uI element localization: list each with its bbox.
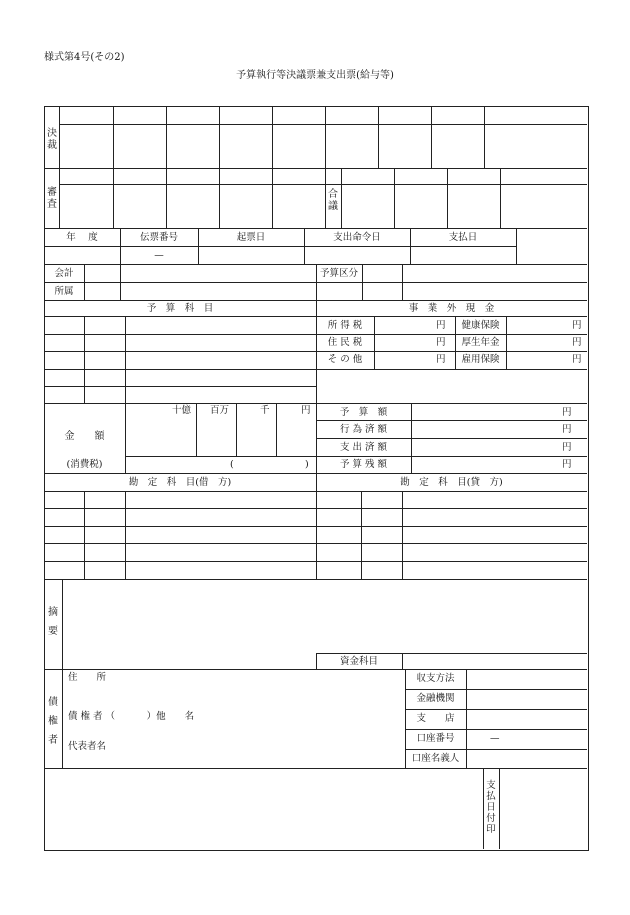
payment-order-date-label: 支出命令日 <box>333 232 381 243</box>
insurance-label: 厚生年金 <box>461 337 500 348</box>
budget-line-label: 行 為 済 額 <box>339 424 388 435</box>
form-title: 予算執行等決議票兼支出票(給与等) <box>236 70 394 81</box>
creditor-count-line: 債 権 者 （ ）他 名 <box>68 711 195 722</box>
payment-date-stamp-label: 支払日付印 <box>486 780 496 835</box>
issue-date-label: 起票日 <box>236 232 266 243</box>
amount-unit: 千 <box>260 405 270 416</box>
representative-label: 代表者名 <box>68 741 107 752</box>
budget-line-unit: 円 <box>562 459 572 470</box>
budget-line-unit: 円 <box>562 424 572 435</box>
account-holder-label: 口座名義人 <box>411 753 460 764</box>
deduction-label: 住 民 税 <box>327 337 363 348</box>
bank-label: 金融機関 <box>416 693 455 704</box>
budget-line-label: 予 算 残 額 <box>339 459 388 470</box>
account-no-value: — <box>490 733 500 744</box>
branch-label: 支 店 <box>416 713 455 724</box>
account-no-label: 口座番号 <box>416 733 455 744</box>
address-label: 住 所 <box>68 672 107 683</box>
creditor-label: 債 権 者 <box>48 697 68 746</box>
budget-line-unit: 円 <box>562 407 572 418</box>
debit-header: 勘 定 科 目(借 方) <box>128 477 232 488</box>
insurance-unit: 円 <box>572 320 582 331</box>
kaikei-label: 会計 <box>54 268 74 279</box>
shozoku-label: 所属 <box>54 286 74 297</box>
kessai-label: 決裁 <box>47 128 57 151</box>
payment-method-label: 収支方法 <box>416 673 455 684</box>
amount-unit: 百万 <box>210 405 230 416</box>
slip-no-value: — <box>154 250 164 261</box>
payment-date-label: 支払日 <box>448 232 478 243</box>
aigi-label: 合議 <box>328 189 338 212</box>
deduction-unit: 円 <box>436 320 446 331</box>
insurance-unit: 円 <box>572 354 582 365</box>
budget-category-label: 予算区分 <box>319 268 358 279</box>
outside-cash-header: 事 業 外 現 金 <box>408 303 495 314</box>
insurance-unit: 円 <box>572 337 582 348</box>
insurance-label: 健康保険 <box>461 320 500 331</box>
slip-no-label: 伝票番号 <box>139 232 178 243</box>
deduction-unit: 円 <box>436 354 446 365</box>
deduction-label: そ の 他 <box>327 354 363 365</box>
tax-paren-close: ) <box>305 459 309 470</box>
amount-label: 金 額 <box>64 431 105 442</box>
summary-label: 摘 要 <box>48 607 68 637</box>
shinsa-label: 審査 <box>47 187 57 210</box>
amount-unit: 円 <box>301 405 311 416</box>
tax-label: (消費税) <box>66 459 103 470</box>
budget-line-label: 支 出 済 額 <box>339 442 388 453</box>
insurance-label: 雇用保険 <box>461 354 500 365</box>
year-label: 年 度 <box>66 232 98 243</box>
deduction-label: 所 得 税 <box>327 320 363 331</box>
credit-header: 勘 定 科 目(貸 方) <box>400 477 503 488</box>
budget-line-label: 予 算 額 <box>339 407 388 418</box>
deduction-unit: 円 <box>436 337 446 348</box>
fund-item-label: 資金科目 <box>339 656 378 667</box>
budget-item-header: 予 算 科 目 <box>146 303 214 314</box>
form-number: 様式第4号(その2) <box>44 52 125 63</box>
amount-unit: 十億 <box>172 405 192 416</box>
tax-paren-open: ( <box>230 459 234 470</box>
budget-line-unit: 円 <box>562 442 572 453</box>
